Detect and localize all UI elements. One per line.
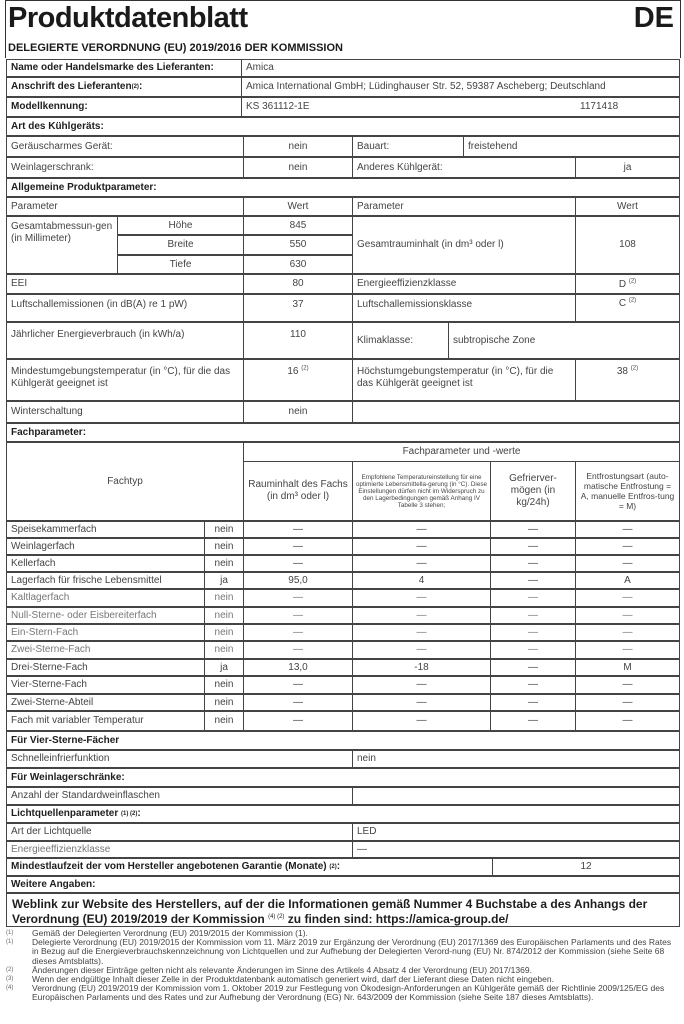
max-temp-label: Höchstumgebungstemperatur (in °C), für die das Kühlgerät geeignet ist (352, 359, 576, 401)
compartment-present: nein (204, 607, 244, 624)
compartment-temp: — (352, 607, 491, 624)
compartment-freeze-capacity: — (490, 555, 576, 572)
compartment-present: nein (204, 694, 244, 711)
compartment-freeze-capacity: — (490, 538, 576, 555)
compartment-present: nein (204, 589, 244, 607)
min-temp-label: Mindestumgebungstemperatur (in °C), für die das Kühlgerät geeignet ist (6, 359, 244, 401)
compartment-name: Weinlagerfach (6, 538, 205, 555)
climate-class-value: subtropische Zone (448, 322, 680, 359)
light-type-value: LED (352, 823, 680, 841)
compartment-name: Vier-Sterne-Fach (6, 676, 205, 694)
low-noise-label: Geräuscharmes Gerät: (6, 136, 244, 157)
warranty-value: 12 (492, 858, 680, 876)
width-value: 550 (243, 235, 353, 255)
compartment-name: Speisekammerfach (6, 521, 205, 538)
compartment-defrost-type: A (575, 572, 680, 589)
min-temp-value (243, 359, 353, 401)
compartment-defrost-type: — (575, 624, 680, 641)
compartment-volume: — (243, 589, 353, 607)
footnote-marker: (4) (6, 985, 14, 991)
compartment-volume: 95,0 (243, 572, 353, 589)
noise-value: 37 (243, 294, 353, 322)
compartment-temp: — (352, 676, 491, 694)
further-info-heading: Weitere Angaben: (6, 876, 680, 893)
footnote-text: Änderungen dieser Einträge gelten nicht als relevante Änderungen im Sinne des Artikels 4 Absatz 4 der Verordnung (EU) 2017/1369. (32, 965, 532, 975)
height-label: Höhe (117, 216, 244, 235)
warranty-label: Mindestlaufzeit der vom Hersteller angebotenen Garantie (Monate) (2) : (6, 858, 493, 876)
compartment-defrost-type: — (575, 676, 680, 694)
compartment-temp: — (352, 589, 491, 607)
noise-class-letter: C (618, 298, 627, 309)
address-label-text: Anschrift des Lieferanten (11, 81, 132, 92)
other-appliance-value: ja (575, 157, 680, 178)
wine-cabinet-value: nein (243, 157, 353, 178)
compartment-volume: — (243, 555, 353, 572)
footnote-marker: (3) (6, 976, 14, 982)
dimensions-label: Gesamtabmessun-gen (in Millimeter) (6, 216, 118, 274)
compartment-defrost-type: — (575, 538, 680, 555)
compartment-volume: — (243, 607, 353, 624)
model-identifier: KS 361112-1E (246, 101, 310, 112)
design-value: freistehend (463, 136, 680, 157)
compartment-name: Ein-Stern-Fach (6, 624, 205, 641)
compartment-freeze-capacity: — (490, 589, 576, 607)
regulation-subtitle: DELEGIERTE VERORDNUNG (EU) 2019/2016 DER KOMMISSION (8, 42, 343, 54)
compartment-freeze-capacity: — (490, 641, 576, 659)
compartment-name: Zwei-Sterne-Fach (6, 641, 205, 659)
compartment-present: nein (204, 538, 244, 555)
footnote-ref: (2) (630, 365, 639, 372)
footnote-item (6, 984, 680, 1014)
compartment-volume: 13,0 (243, 659, 353, 676)
col-freeze-header: Gefrierver-mögen (in kg/24h) (490, 461, 576, 521)
footnote-text: Gemäß der Delegierten Verordnung (EU) 2019/2015 der Kommission (1). (32, 928, 308, 938)
supplier-address-label: Anschrift des Lieferanten (2) : (6, 77, 242, 97)
compartment-defrost-type: — (575, 607, 680, 624)
total-volume-value: 108 (575, 216, 680, 274)
supplier-name-value: Amica (241, 59, 680, 77)
footnote-marker: (2) (6, 967, 14, 973)
footnote-ref: (2) (628, 278, 637, 285)
compartment-name: Zwei-Sterne-Abteil (6, 694, 205, 711)
model-value-cell (241, 97, 680, 117)
compartment-temp: — (352, 521, 491, 538)
col-volume-header: Rauminhalt des Fachs (in dm³ oder l) (243, 461, 353, 521)
weblink-url[interactable]: zu finden sind: https://amica-group.de/ (287, 912, 509, 926)
footnote-text: Wenn der endgültige Inhalt dieser Zelle in der Produktdatenbank automatisch generiert wird, darf der Lieferant diese Daten nicht eingeben. (32, 974, 554, 984)
param-header-right: Parameter (352, 197, 576, 216)
compartment-freeze-capacity: — (490, 659, 576, 676)
compartment-type-header: Fachtyp (6, 442, 244, 521)
colon: : (336, 861, 341, 872)
compartment-name: Kaltlagerfach (6, 589, 205, 607)
energy-class-label: Energieeffizienzklasse (352, 274, 576, 294)
compartment-freeze-capacity: — (490, 711, 576, 731)
compartment-defrost-type: — (575, 555, 680, 572)
compartment-volume: — (243, 676, 353, 694)
noise-class-label: Luftschallemissionsklasse (352, 294, 576, 322)
language-code: DE (633, 2, 674, 34)
compartment-present: ja (204, 659, 244, 676)
other-appliance-label: Anderes Kühlgerät: (352, 157, 576, 178)
compartment-freeze-capacity: — (490, 694, 576, 711)
wine-bottles-value (352, 787, 680, 805)
height-value: 845 (243, 216, 353, 235)
value-header-left: Wert (243, 197, 353, 216)
eei-value: 80 (243, 274, 353, 294)
footnote-text: Verordnung (EU) 2019/2019 der Kommission vom 1. Oktober 2019 zur Festlegung von Ökodesign-Anforderungen an Kühlgeräte gemäß der Richtlinie 2009/125/EG des Europäischen Parlaments und des Rates und zur Aufhebung der Verordnung (EG) Nr. 643/2009 der Kommission (siehe Seite 187 dieses Amtsblatts). (32, 983, 665, 1003)
compartment-present: nein (204, 711, 244, 731)
weblink-cell (6, 893, 680, 927)
compartment-defrost-type: — (575, 589, 680, 607)
wine-bottles-label: Anzahl der Standardweinflaschen (6, 787, 353, 805)
max-temp-value (575, 359, 680, 401)
compartment-volume: — (243, 711, 353, 731)
compartment-params-heading: Fachparameter: (6, 423, 680, 442)
footnote-marker: (1) (6, 939, 14, 945)
general-params-heading: Allgemeine Produktparameter: (6, 178, 680, 197)
compartment-temp: — (352, 624, 491, 641)
design-label: Bauart: (352, 136, 464, 157)
fast-freeze-value: nein (352, 750, 680, 768)
depth-label: Tiefe (117, 255, 244, 274)
empty-cell (352, 401, 680, 423)
compartment-temp: — (352, 641, 491, 659)
footnote-marker: (1) (6, 930, 14, 936)
footnote-ref: (2) (628, 297, 637, 304)
compartment-defrost-type: M (575, 659, 680, 676)
compartment-name: Fach mit variabler Temperatur (6, 711, 205, 731)
climate-class-label: Klimaklasse: (352, 322, 449, 359)
wine-cabinet-label: Weinlagerschrank: (6, 157, 244, 178)
compartment-present: nein (204, 555, 244, 572)
depth-value: 630 (243, 255, 353, 274)
supplier-name-label: Name oder Handelsmarke des Lieferanten: (6, 59, 242, 77)
colon: : (138, 81, 143, 92)
winter-label: Winterschaltung (6, 401, 244, 423)
light-type-label: Art der Lichtquelle (6, 823, 353, 841)
footnote-ref: (4) (2) (268, 914, 285, 920)
compartment-defrost-type: — (575, 641, 680, 659)
model-label: Modellkennung: (6, 97, 242, 117)
compartment-name: Lagerfach für frische Lebensmittel (6, 572, 205, 589)
compartment-defrost-type: — (575, 711, 680, 731)
col-temp-header: Empfohlene Temperatureinstellung für eine optimierte Lebensmittella-gerung (in °C). Diese Einstellungen dürfen nicht im Widerspruch zu den Lagerbedingungen gemäß Anhang IV Tabelle 3 stehen; (352, 461, 491, 521)
noise-label: Luftschallemissionen (in dB(A) re 1 pW) (6, 294, 244, 322)
compartment-present: nein (204, 624, 244, 641)
weblink-text: Weblink zur Website des Herstellers, auf der die Informationen gemäß Nummer 4 Buchstabe a des Anhangs der Verordnung (EU) 2019/2019 der Kommission (12, 897, 648, 926)
compartment-freeze-capacity: — (490, 572, 576, 589)
model-number: 1171418 (580, 101, 619, 112)
fast-freeze-label: Schnelleinfrierfunktion (6, 750, 353, 768)
col-defrost-header: Entfrostungsart (auto-matische Entfrostung = A, manuelle Entfros-tung = M) (575, 461, 680, 521)
compartment-freeze-capacity: — (490, 624, 576, 641)
annual-energy-value: 110 (243, 322, 353, 359)
compartment-temp: -18 (352, 659, 491, 676)
energy-class-value (575, 274, 680, 294)
min-temp-number: 16 (287, 366, 299, 377)
light-heading-text: Lichtquellenparameter (11, 808, 119, 819)
footnote-ref: (2) (301, 365, 309, 372)
compartment-volume: — (243, 641, 353, 659)
low-noise-value: nein (243, 136, 353, 157)
compartment-name: Drei-Sterne-Fach (6, 659, 205, 676)
light-class-label: Energieeffizienzklasse (6, 841, 353, 858)
compartment-temp: — (352, 694, 491, 711)
colon: : (137, 808, 141, 819)
param-header-left: Parameter (6, 197, 244, 216)
compartment-name: Kellerfach (6, 555, 205, 572)
annual-energy-label: Jährlicher Energieverbrauch (in kWh/a) (6, 322, 244, 359)
light-source-heading: Lichtquellenparameter (1) (2) : (6, 805, 680, 823)
compartment-volume: — (243, 694, 353, 711)
compartment-present: nein (204, 521, 244, 538)
energy-class-letter: D (618, 279, 627, 290)
noise-class-value (575, 294, 680, 322)
total-volume-label: Gesamtrauminhalt (in dm³ oder l) (352, 216, 576, 274)
compartment-temp: — (352, 538, 491, 555)
compartment-present: nein (204, 641, 244, 659)
compartment-defrost-type: — (575, 694, 680, 711)
page-title: Produktdatenblatt (8, 2, 248, 34)
max-temp-number: 38 (616, 366, 628, 377)
supplier-address-value: Amica International GmbH; Lüdinghauser Str. 52, 59387 Ascheberg; Deutschland (241, 77, 680, 97)
light-class-value: — (352, 841, 680, 858)
compartment-present: ja (204, 572, 244, 589)
compartment-group-header: Fachparameter und -werte (243, 442, 680, 462)
compartment-volume: — (243, 538, 353, 555)
compartment-defrost-type: — (575, 521, 680, 538)
compartment-name: Null-Sterne- oder Eisbereiterfach (6, 607, 205, 624)
compartment-volume: — (243, 521, 353, 538)
compartment-temp: — (352, 555, 491, 572)
warranty-label-text: Mindestlaufzeit der vom Hersteller angebotenen Garantie (Monate) (11, 861, 327, 872)
wine-heading: Für Weinlagerschränke: (6, 768, 680, 787)
appliance-type-heading: Art des Kühlgeräts: (6, 117, 680, 136)
compartment-temp: — (352, 711, 491, 731)
compartment-freeze-capacity: — (490, 676, 576, 694)
footnote-text: Delegierte Verordnung (EU) 2019/2015 der Kommission vom 11. März 2019 zur Ergänzung der Verordnung (EU) 2017/1369 des Europäischen Parlaments und des Rates in Bezug auf die Energieverbrauchskennzeichnung von Lichtquellen und zur Aufhebung der Delegierten Verord-nung (EU) Nr. 874/2012 der Kommission (siehe Seite 68 dieses Amtsblatts). (32, 937, 672, 966)
four-star-heading: Für Vier-Sterne-Fächer (6, 731, 680, 750)
compartment-present: nein (204, 676, 244, 694)
value-header-right: Wert (575, 197, 680, 216)
width-label: Breite (117, 235, 244, 255)
winter-value: nein (243, 401, 353, 423)
compartment-freeze-capacity: — (490, 521, 576, 538)
compartment-freeze-capacity: — (490, 607, 576, 624)
compartment-volume: — (243, 624, 353, 641)
compartment-temp: 4 (352, 572, 491, 589)
footnote-item (6, 938, 680, 966)
eei-label: EEI (6, 274, 244, 294)
